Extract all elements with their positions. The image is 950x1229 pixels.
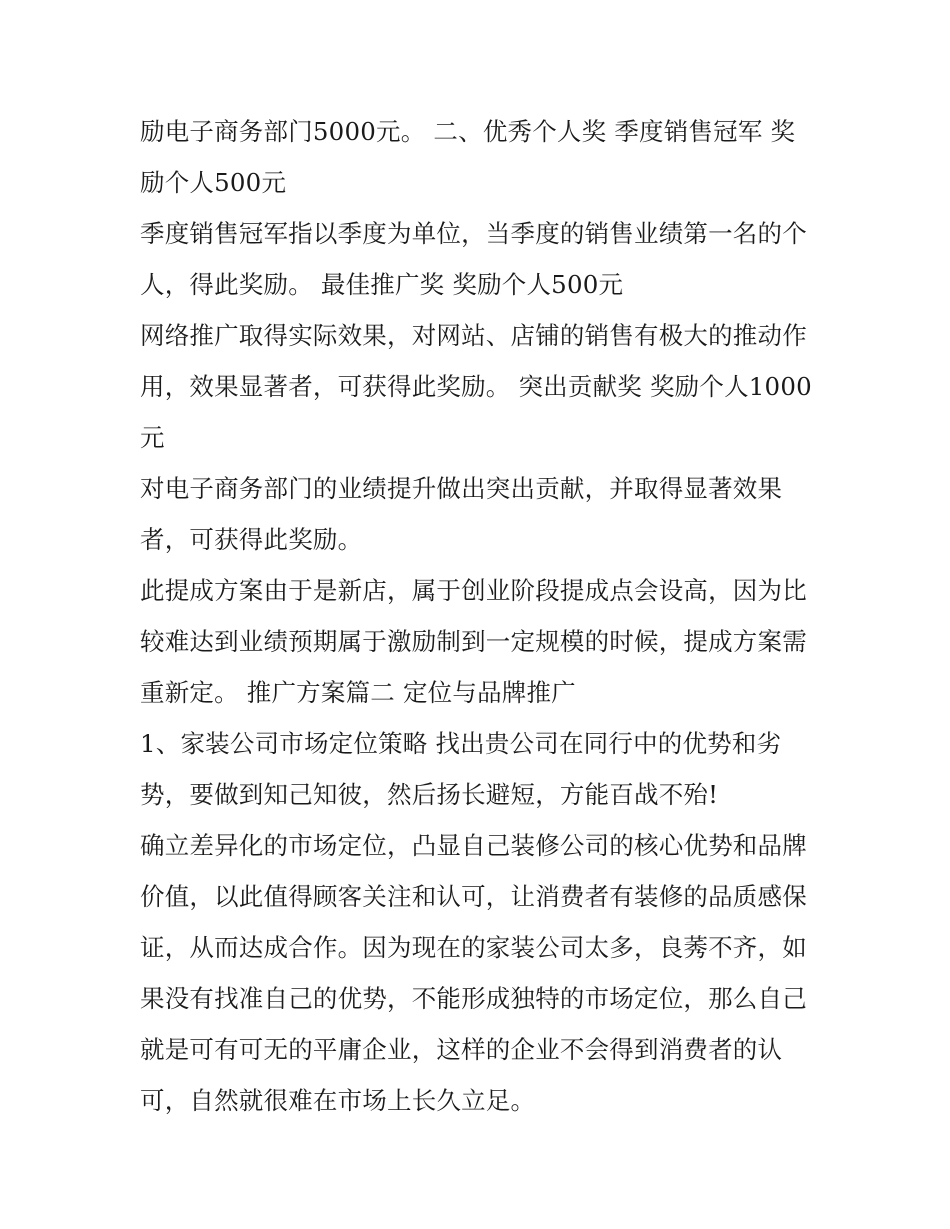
text-line: 对电子商务部门的业绩提升做出突出贡献，并取得显著效果 (140, 474, 783, 503)
text-line: 果没有找准自己的优势，不能形成独特的市场定位，那么自己 (140, 984, 807, 1013)
text-line: 网络推广取得实际效果，对网站、店铺的销售有极大的推动作 (140, 321, 807, 350)
text-line: 确立差异化的市场定位，凸显自己装修公司的核心优势和品牌 (140, 831, 807, 860)
text-line: 势，要做到知己知彼，然后扬长避短，方能百战不殆! (140, 780, 719, 809)
text-line: 证，从而达成合作。因为现在的家装公司太多，良莠不齐，如 (140, 933, 807, 962)
text-line: 重新定。 推广方案篇二 定位与品牌推广 (140, 678, 576, 707)
text-line: 励个人500元 (140, 168, 287, 197)
text-line: 励电子商务部门5000元。 二、优秀个人奖 季度销售冠军 奖 (140, 117, 796, 146)
text-line: 者，可获得此奖励。 (140, 525, 363, 554)
text-line: 价值，以此值得顾客关注和认可，让消费者有装修的品质感保 (140, 882, 807, 911)
text-line: 元 (140, 423, 165, 452)
document-body (140, 106, 830, 1126)
text-line: 用，效果显著者，可获得此奖励。 突出贡献奖 奖励个人1000 (140, 372, 812, 401)
text-line: 1、家装公司市场定位策略 找出贵公司在同行中的优势和劣 (140, 729, 782, 758)
text-line: 季度销售冠军指以季度为单位，当季度的销售业绩第一名的个 (140, 219, 807, 248)
text-line: 较难达到业绩预期属于激励制到一定规模的时候，提成方案需 (140, 627, 807, 656)
text-line: 人，得此奖励。 最佳推广奖 奖励个人500元 (140, 270, 624, 299)
text-line: 可，自然就很难在市场上长久立足。 (140, 1086, 536, 1115)
text-line: 此提成方案由于是新店，属于创业阶段提成点会设高，因为比 (140, 576, 807, 605)
text-line: 就是可有可无的平庸企业，这样的企业不会得到消费者的认 (140, 1035, 783, 1064)
